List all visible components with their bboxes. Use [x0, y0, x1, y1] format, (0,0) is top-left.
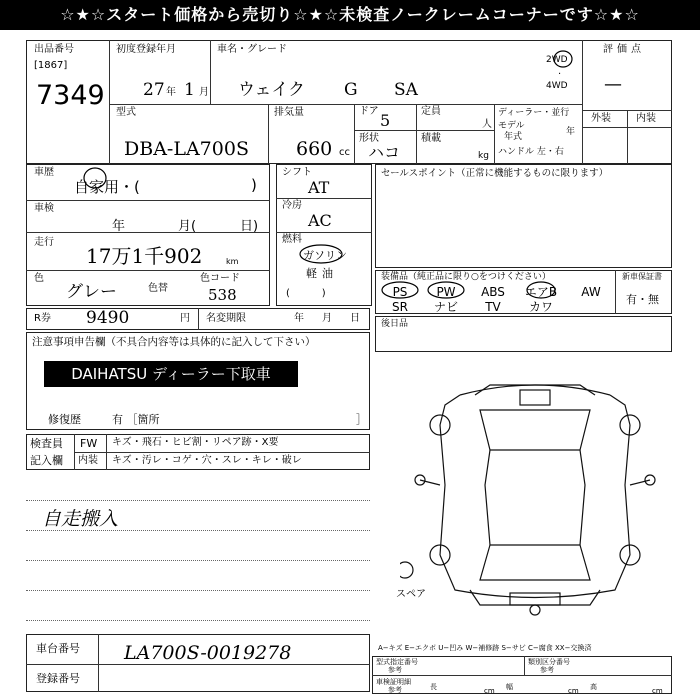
inspector-fw-items: キズ・飛石・ヒビ割・リペア跡・X要: [112, 437, 279, 448]
model-name: ウェイク: [238, 80, 305, 100]
drive-dot: ·: [558, 69, 562, 80]
usage-value: 自家用・(: [74, 178, 140, 196]
registration-year-unit: 年: [166, 87, 176, 98]
notes-label: 後日品: [381, 319, 409, 329]
lot-label: 出品番号: [34, 44, 74, 55]
dealer-info-handle: ハンドル 左・右: [498, 147, 564, 157]
fuel-other: ( ): [286, 288, 326, 299]
mileage-unit: km: [226, 257, 239, 266]
usage-circle-icon: [82, 166, 108, 190]
load-label: 積載: [421, 133, 441, 144]
displacement-label: 排気量: [274, 107, 304, 118]
recycle-unit: 円: [180, 313, 190, 324]
legend-line: A−キズ E−エクボ U−凹み W−補修跡 S−サビ C−腐食 XX−交換済: [378, 644, 592, 652]
capacity-unit: 人: [482, 119, 492, 130]
fuel-diesel: 軽油: [306, 267, 338, 280]
inspection-day: 日): [240, 219, 259, 234]
model-designation-label: 型式指定番号: [376, 658, 418, 666]
inspection-month: 月(: [178, 219, 197, 234]
model-grade-2: SA: [394, 80, 418, 100]
lot-sub: [1867]: [34, 60, 68, 71]
chassis-label: 車台番号: [36, 642, 80, 655]
size-label: 車検証明細: [376, 678, 411, 686]
displacement-unit: cc: [339, 147, 350, 158]
body-value: ハコ: [368, 143, 401, 162]
repair-value: 有 ［箇所: [112, 413, 160, 426]
fuel-circle-icon: [298, 243, 344, 265]
body-label: 形状: [359, 133, 379, 144]
dealer-info-year: 年式: [504, 132, 523, 142]
warranty-label: 新車保証書: [622, 272, 662, 281]
color-change-label: 色替: [148, 283, 168, 294]
exterior-label: 外装: [591, 113, 611, 124]
caution-label: 注意事項申告欄（不具合内容等は具体的に記入して下さい）: [32, 336, 316, 348]
size-length-cm: cm: [484, 687, 495, 695]
sales-point-label: セールスポイント（正常に機能するものに限ります）: [381, 168, 609, 179]
equipment-item-sr: SR: [392, 300, 408, 314]
repair-close: ］: [356, 413, 367, 426]
inspector-fw: FW: [80, 437, 98, 450]
notes-box: [375, 316, 672, 352]
model-designation-ref: 参考: [388, 666, 402, 674]
usage-label: 車歴: [34, 167, 54, 178]
interior-label: 内装: [636, 113, 656, 124]
equipment-item-abs: ABS: [481, 285, 505, 299]
car-damage-diagram: [400, 355, 670, 620]
lot-number: 7349: [36, 80, 105, 111]
equipment-item-leather: カワ: [528, 300, 553, 314]
inspector-label-2: 記入欄: [30, 454, 63, 467]
mileage-value: 17万1千902: [86, 244, 203, 268]
registration-label: 初度登録年月: [116, 44, 176, 55]
equipment-item-tv: TV: [485, 300, 501, 314]
spare-label: スペア: [396, 589, 426, 600]
recycle-label: R券: [34, 313, 51, 324]
color-code-label: 色コード: [200, 273, 240, 284]
category-label: 類別区分番号: [528, 658, 570, 666]
load-unit: kg: [478, 151, 489, 161]
category-ref: 参考: [540, 666, 554, 674]
name-change-year: 年: [294, 313, 304, 324]
shift-label: シフト: [282, 167, 312, 178]
shift-value: AT: [308, 178, 330, 197]
equipment-item-ps: PS: [392, 285, 408, 299]
recycle-value: 9490: [86, 308, 130, 328]
name-change-label: 名変期限: [206, 313, 246, 324]
size-length: 長: [430, 683, 437, 691]
dealer-info-1: ディーラー・並行: [498, 108, 570, 118]
name-change-month: 月: [322, 313, 332, 324]
inspection-label: 車検: [34, 203, 54, 214]
type-label: 型式: [116, 107, 136, 118]
doors-value: 5: [380, 111, 391, 130]
capacity-label: 定員: [421, 106, 441, 117]
score-value: —: [604, 74, 622, 95]
score-label: 評価点: [603, 44, 645, 55]
equipment-item-airbag: エアB: [524, 285, 558, 299]
equipment-item-aw: AW: [581, 285, 601, 299]
size-height-cm: cm: [652, 687, 663, 695]
dealer-info-nen: 年: [566, 127, 576, 137]
registration-month: 1: [184, 80, 195, 100]
type-value: DBA-LA700S: [124, 138, 249, 160]
inspection-year: 年: [112, 219, 126, 234]
top-grid: [26, 40, 672, 164]
mileage-label: 走行: [34, 237, 54, 248]
dealer-trade-badge: DAIHATSU ディーラー下取車: [44, 361, 298, 387]
header-banner: ☆★☆スタート価格から売切り☆★☆未検査ノークレームコーナーです☆★☆: [0, 0, 700, 30]
equipment-item-navi: ナビ: [433, 300, 458, 314]
ac-label: 冷房: [282, 200, 302, 211]
inspector-label-1: 検査員: [30, 437, 63, 450]
repair-label: 修復歴: [48, 413, 81, 426]
inspector-int-items: キズ・汚レ・コゲ・穴・スレ・キレ・破レ: [112, 455, 302, 466]
registration-month-unit: 月: [199, 87, 209, 98]
drive-circle-icon: [552, 48, 574, 70]
equipment-circle-icon: [376, 280, 556, 300]
registration-year: 27: [143, 80, 165, 100]
model-grade-label: 車名・グレード: [217, 44, 287, 55]
fuel-label: 燃料: [282, 234, 302, 245]
color-label: 色: [34, 273, 44, 284]
drive-4wd: 4WD: [546, 81, 568, 91]
name-change-day: 日: [350, 313, 360, 324]
size-height: 高: [590, 683, 597, 691]
usage-close: ): [251, 176, 257, 194]
size-ref: 参考: [388, 686, 402, 694]
color-value: グレー: [66, 282, 117, 302]
dealer-info-model: モデル: [498, 121, 525, 131]
inspector-int: 内装: [78, 455, 98, 466]
displacement-value: 660: [296, 138, 333, 160]
size-width: 幅: [506, 683, 513, 691]
color-code: 538: [208, 286, 237, 304]
reg-number-label: 登録番号: [36, 672, 80, 685]
drive-2wd: 2WD: [546, 55, 568, 65]
equipment-label: 装備品（純正品に限り○をつけください）: [381, 272, 551, 282]
handwritten-note: 自走搬入: [42, 508, 119, 530]
chassis-value: LA700S-0019278: [124, 642, 292, 664]
ac-value: AC: [308, 211, 332, 230]
sales-point-box: [375, 164, 672, 268]
doors-label: ドア: [359, 106, 379, 117]
fuel-gas: ガソリン: [303, 249, 347, 262]
size-width-cm: cm: [568, 687, 579, 695]
model-grade: G: [344, 80, 358, 100]
warranty-value: 有・無: [626, 293, 659, 306]
equipment-item-pw: PW: [436, 285, 456, 299]
